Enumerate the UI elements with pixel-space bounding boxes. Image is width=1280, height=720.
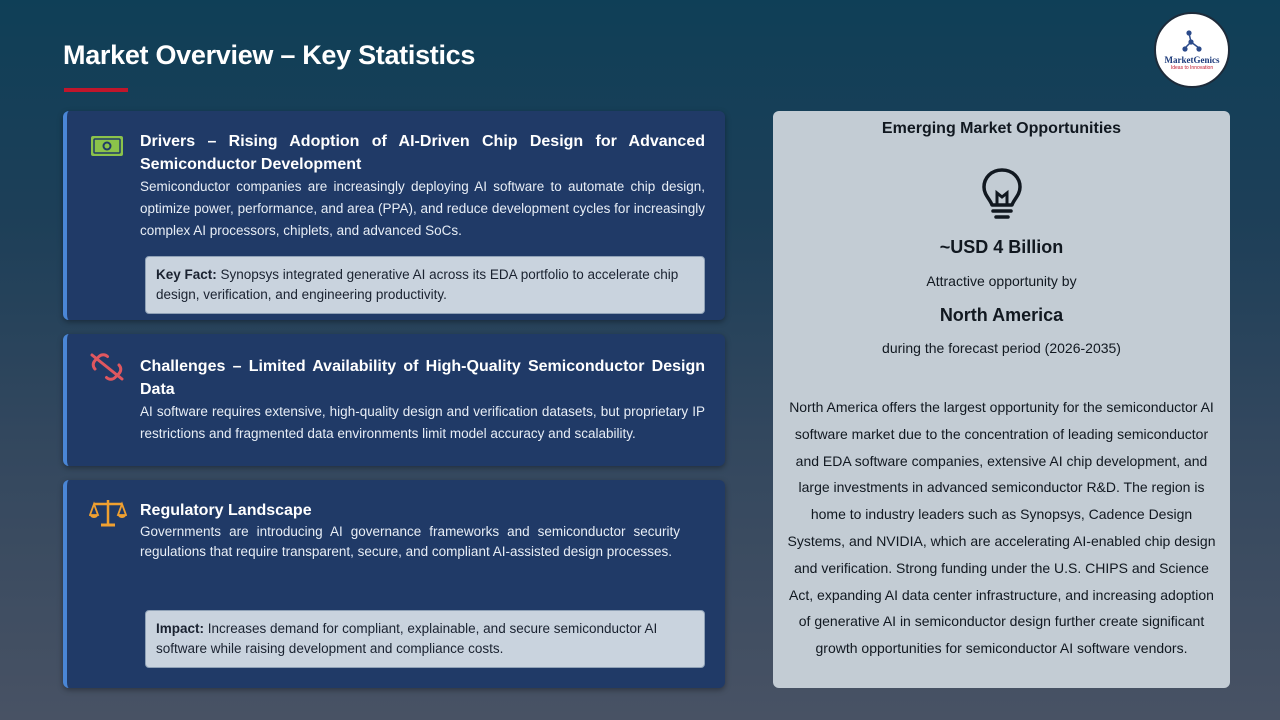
- key-fact-label: Key Fact:: [156, 267, 217, 282]
- impact-text: Increases demand for compliant, explainable, and secure semiconductor AI software while raising development and compliance costs.: [156, 621, 658, 656]
- title-underline: [64, 88, 128, 92]
- logo-name: MarketGenics: [1164, 55, 1220, 65]
- page-title: Market Overview – Key Statistics: [63, 40, 476, 70]
- challenges-card: [63, 334, 725, 466]
- money-bill-icon: [89, 131, 125, 161]
- scales-icon: [89, 497, 127, 529]
- challenges-heading: Challenges – Limited Availability of High-Quality Semiconductor Design Data: [140, 358, 705, 398]
- opportunity-description: North America offers the largest opportunity for the semiconductor AI software market due to the concentration of leading semiconductor and EDA software companies, extensive AI chip development, and large investments in advanced semiconductor R&D. The region is home to industry leaders such as Synopsys, Cadence Design Systems, and NVIDIA, which are accelerating AI-enabled chip design and verification. Strong funding under the U.S. CHIPS and Science Act, expanding AI data center infrastructure, and increasing adoption of generative AI in semiconductor design further create significant growth opportunities for semiconductor AI software vendors.: [787, 399, 1216, 657]
- key-fact-text: Synopsys integrated generative AI across its EDA portfolio to accelerate chip design, verification, and engineering productivity.: [156, 267, 679, 302]
- drivers-body: Semiconductor companies are increasingly deploying AI software to automate chip design, optimize power, performance, and area (PPA), and reduce development cycles for increasingly complex AI processors, chiplets, and advanced SoCs.: [140, 179, 705, 238]
- regulatory-card: [63, 480, 725, 688]
- opportunity-value: ~USD 4 Billion: [939, 237, 1064, 257]
- regulatory-heading: Regulatory Landscape: [140, 502, 312, 519]
- regulatory-body: Governments are introducing AI governance frameworks and semiconductor security regulations that require transparent, secure, and compliant AI-assisted design processes.: [140, 524, 680, 559]
- drivers-heading: Drivers – Rising Adoption of AI-Driven Chip Design for Advanced Semiconductor Development: [140, 133, 705, 173]
- impact-box: [145, 610, 705, 668]
- lightbulb-icon: [979, 166, 1025, 222]
- key-fact-box: [145, 256, 705, 314]
- impact-label: Impact:: [156, 621, 205, 636]
- logo-tagline: Ideas to Innovation: [1170, 65, 1214, 71]
- opportunities-title: Emerging Market Opportunities: [881, 120, 1122, 137]
- network-nodes-icon: [1181, 29, 1203, 53]
- opportunities-panel: [773, 111, 1230, 688]
- challenges-body: AI software requires extensive, high-quality design and verification datasets, but proprietary IP restrictions and fragmented data environments limit model accuracy and scalability.: [140, 404, 705, 441]
- company-logo: [1154, 12, 1230, 88]
- opportunity-region: North America: [939, 305, 1064, 325]
- drivers-card: [63, 111, 725, 320]
- broken-link-icon: [89, 352, 125, 382]
- forecast-period: during the forecast period (2026-2035): [882, 340, 1121, 356]
- opportunity-subtitle: Attractive opportunity by: [926, 273, 1077, 289]
